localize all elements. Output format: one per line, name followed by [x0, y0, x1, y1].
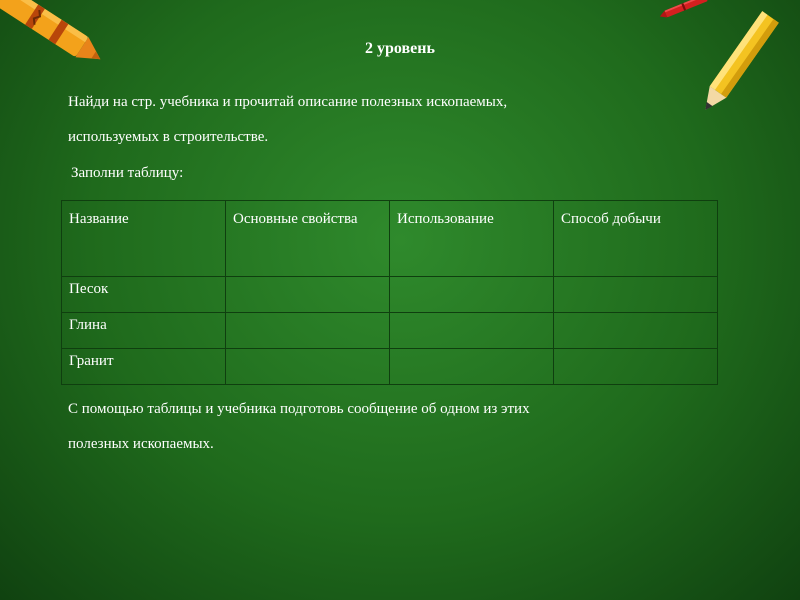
table-cell: [554, 349, 718, 385]
table-row: [62, 313, 718, 349]
header-usage: Использование: [390, 201, 554, 277]
row-label-sand: Песок: [62, 277, 226, 313]
table-cell: [226, 349, 390, 385]
table-cell: [554, 313, 718, 349]
table-row: [62, 277, 718, 313]
header-extraction: Способ добычи: [554, 201, 718, 277]
row-label-clay: Глина: [62, 313, 226, 349]
table-cell: [390, 313, 554, 349]
header-properties: Основные свойства: [226, 201, 390, 277]
table-row: [62, 349, 718, 385]
table-header-row: [62, 201, 718, 277]
instruction-fill-table: Заполни таблицу:: [71, 165, 184, 181]
instruction-line-2: используемых в строительстве.: [68, 129, 269, 145]
table-cell: [226, 277, 390, 313]
table-cell: [390, 277, 554, 313]
slide-title: 2 уровень: [365, 40, 435, 57]
minerals-table: [61, 200, 718, 385]
row-label-granite: Гранит: [62, 349, 226, 385]
header-name: Название: [62, 201, 226, 277]
table-cell: [554, 277, 718, 313]
table-cell: [226, 313, 390, 349]
table-cell: [390, 349, 554, 385]
footer-line-1: С помощью таблицы и учебника подготовь сообщение об одном из этих: [68, 401, 530, 417]
footer-line-2: полезных ископаемых.: [68, 436, 214, 452]
instruction-line-1: Найди на стр. учебника и прочитай описание полезных ископаемых,: [68, 94, 508, 110]
